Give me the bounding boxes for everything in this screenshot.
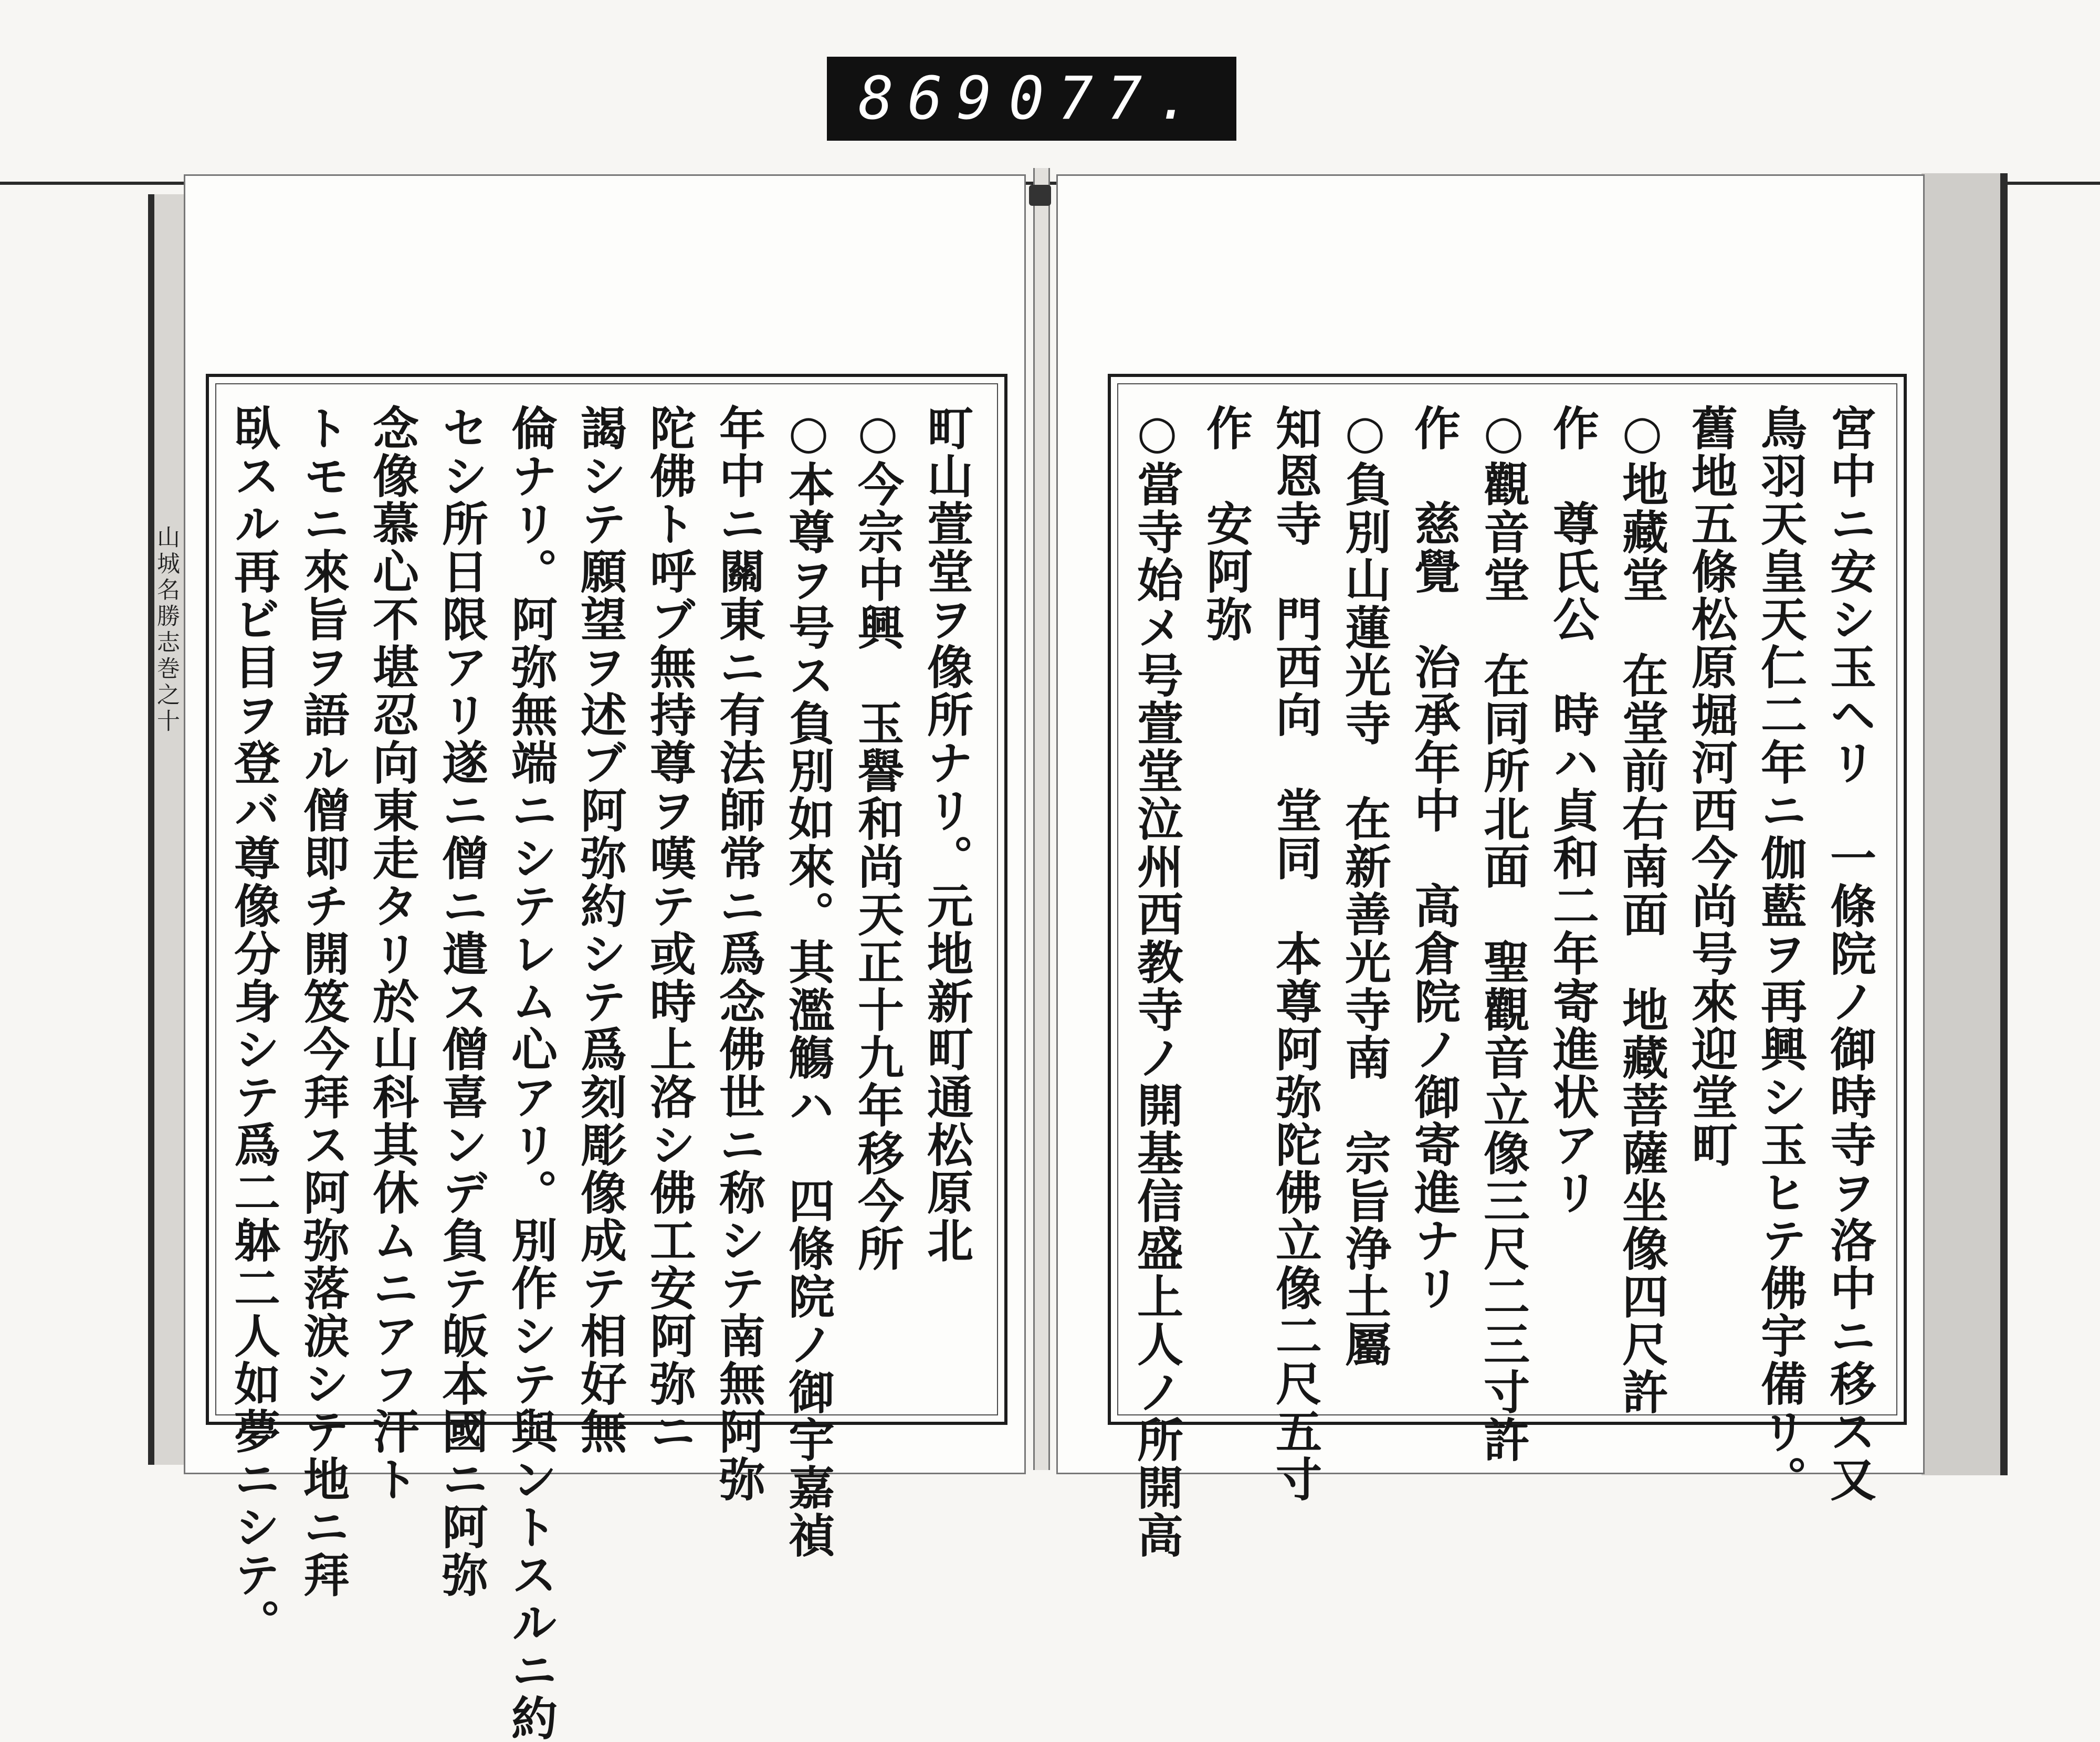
text-column: ○地藏堂 在堂前右南面 地藏菩薩坐像四尺許 <box>1615 404 1670 1416</box>
right-book-edge <box>1922 173 2008 1475</box>
text-column: 臥スル再ビ目ヲ登バ尊像分身シテ爲二躰二人如夢ニシテ。 <box>227 404 281 1646</box>
text-column: 年中ニ關東ニ有法師常ニ爲念佛世ニ称シテ南無阿弥 <box>712 404 766 1503</box>
text-column: 念像慕心不堪忍向東走タリ於山科其休ムニアフ汗ト <box>365 404 420 1503</box>
text-column: 謁シテ願望ヲ述ブ阿弥約シテ爲刻彫像成テ相好無 <box>573 404 628 1455</box>
text-column: セシ所日限アリ遂ニ僧ニ遣ス僧喜ンデ負テ皈本國ニ阿弥 <box>435 404 489 1599</box>
text-column: ○觀音堂 在同所北面 聖觀音立像三尺二三寸許 <box>1476 404 1531 1464</box>
archive-label <box>827 57 1236 141</box>
text-column: 町山萱堂ヲ像所ナリ。元地新町通松原北 <box>920 404 974 1264</box>
archive-label-right: 077. <box>1009 65 1205 133</box>
text-column: ○負別山蓮光寺 在新善光寺南 宗旨浄土屬 <box>1338 404 1392 1368</box>
book-spine <box>1033 168 1050 1470</box>
text-column: 作 尊氏公 時ハ貞和二年寄進状アリ <box>1546 404 1600 1216</box>
text-column: 倫ナリ。阿弥無端ニシテレム心アリ。別作シテ與ントスルニ約 <box>504 404 559 1742</box>
text-column: 作 安阿弥 <box>1199 404 1254 643</box>
text-column: 作 慈覺 治承年中 高倉院ノ御寄進ナリ <box>1407 404 1462 1312</box>
text-column: トモニ來旨ヲ語ル僧即チ開笈今拜ス阿弥落涙シテ地ニ拜 <box>296 404 351 1599</box>
left-page-text <box>226 404 982 1742</box>
text-column: ○當寺始メ号萱堂泣州西教寺ノ開基信盛上人ノ所開高 <box>1130 404 1184 1559</box>
text-column: 舊地五條松原堀河西今尚号來迎堂町 <box>1684 404 1739 1169</box>
text-column: 宮中ニ安シ玉ヘリ 一條院ノ御時寺ヲ洛中ニ移ス又 <box>1823 404 1877 1503</box>
archive-label-left: 869 <box>858 65 1006 133</box>
text-column: ○今宗中興 玉譽和尚天正十九年移今所 <box>850 404 905 1273</box>
text-column: ○本尊ヲ号ス負別如來。其濫觴ハ 四條院ノ御宇嘉禎 <box>781 404 836 1559</box>
right-page-text <box>1129 404 1885 1559</box>
binding-knot <box>1029 185 1051 206</box>
left-page-hashira: 山城名勝志巻之十 <box>153 525 180 735</box>
text-column: 知恩寺 門西向 堂同 本尊阿弥陀佛立像二尺五寸 <box>1268 404 1323 1503</box>
text-column: 鳥羽天皇天仁二年ニ伽藍ヲ再興シ玉ヒテ佛宇備リ。 <box>1754 404 1808 1503</box>
text-column: 陀佛ト呼ブ無持尊ヲ嘆テ或時上洛シ佛工安阿弥ニ <box>643 404 697 1455</box>
